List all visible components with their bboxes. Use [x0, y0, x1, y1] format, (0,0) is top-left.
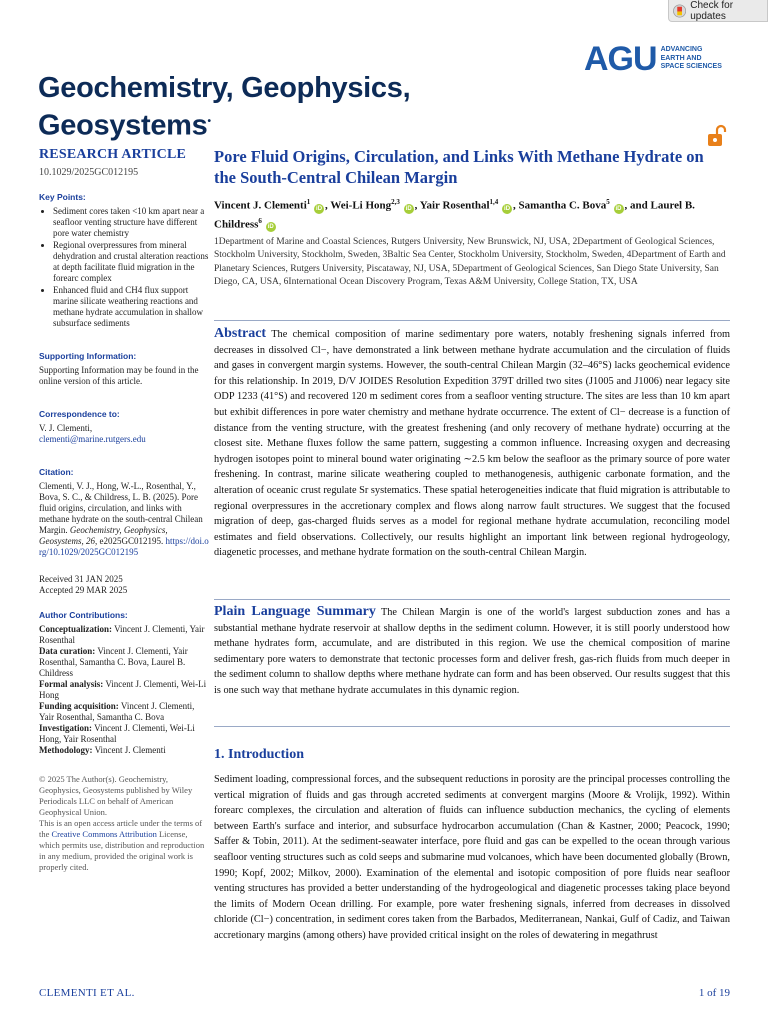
- contribution-item: [39, 624, 209, 646]
- contribution-role: Investigation:: [39, 723, 93, 733]
- agu-logo-tagline: [661, 46, 722, 72]
- license-pre: This is an open access article under the terms of the: [39, 818, 203, 839]
- contributions-list: [39, 624, 209, 756]
- check-for-updates-label: Check for updates: [690, 0, 734, 22]
- abstract-heading: Abstract: [214, 326, 267, 341]
- citation-title: Citation:: [39, 467, 74, 477]
- doi: 10.1029/2025GC012195: [39, 167, 139, 178]
- section-divider: [214, 726, 730, 727]
- citation-text: [39, 481, 209, 558]
- author-list: [214, 195, 734, 232]
- section-divider: [214, 320, 730, 321]
- key-point: • Sediment cores taken <10 km apart near a seafloor venting structure have different pore water chemistry: [53, 206, 209, 239]
- author-separator: , and: [624, 199, 651, 212]
- key-point: • Enhanced fluid and CH4 flux support marine silicate weathering reactions and methane hydrate accumulation in shallow subsurface sediments: [53, 285, 209, 329]
- section-divider: [214, 599, 730, 600]
- author-name: Samantha C. Bova: [518, 199, 607, 212]
- abstract-text: The chemical composition of marine sedimentary pore waters, notably freshening signals inferred from decreases in dissolved Cl−, have demonstrated a link between methane hydrate accumulation and the circulation of fluids and gases in convergent margin systems. However, the south-central Chilean Margin (32–46°S) lacks geochemical evidence for this relationship. In 2019, D/V JOIDES Resolution Expedition 379T drilled two sites (J1005 and J1006) near legacy site ODP 1233 (41°S) and recovered 120 m sediment cores from a seafloor venting structure. The sites are less than 10 km apart but exhibit differences in pore water chemistry and methane hydrate occurrence. The extent of Cl− decrease is a function of distance from the venting structure, with the greatest freshening (and only recovery of methane hydrate) occurring at the closest site. Methane fluxes follow the same pattern, suggesting a common influence. Increasing oxygen and decreasing hydrogen isotopes point to mineral bound water originating ∼2.5 km below the seafloor as the primary source of pore water freshening. In contrast, marine silicate weathering coupled to methanogenesis, authigenic carbonate formation, and the alteration of oceanic crust regulate Sr systematics. These spatial heterogeneities indicate that fluid migration is attributable to regional overpressures in the accretionary complex and flows along narrow fault structures. We suggest that the focused migration of deep, gas-charged fluids serves as a model for regional methane hydrate accumulation, reconciling model estimates and field observations. Collectively, our results highlight an important link between regional hydrogeology, diagenetic processes, and methane hydrate formation on the south-central Chilean Margin.: [214, 329, 730, 559]
- license-post: License, which permits use, distribution and reproduction in any medium, provided the original work is properly cited.: [39, 829, 205, 872]
- citation-journal: Geochemistry, Geophysics, Geosystems, 26,: [39, 525, 168, 546]
- article-type: RESEARCH ARTICLE: [39, 147, 187, 162]
- contribution-role: Funding acquisition:: [39, 701, 119, 711]
- author-affiliation-sup: 2,3: [391, 198, 400, 206]
- agu-logo-mark: AGU: [584, 40, 657, 78]
- contribution-names: Vincent J. Clementi: [94, 745, 166, 755]
- journal-title: [38, 72, 458, 143]
- correspondence-email-link[interactable]: clementi@marine.rutgers.edu: [39, 434, 146, 444]
- contribution-role: Conceptualization:: [39, 624, 112, 634]
- page-number: 1 of 19: [698, 987, 730, 999]
- supporting-info-title: Supporting Information:: [39, 351, 137, 361]
- sidebar: [39, 147, 209, 873]
- article-title: Pore Fluid Origins, Circulation, and Links With Methane Hydrate on the South-Central Chilean Margin: [214, 147, 704, 187]
- author-name: Wei-Li Hong: [330, 199, 392, 212]
- open-access-lock-icon: [706, 124, 728, 148]
- license-text: [39, 818, 209, 873]
- orcid-icon[interactable]: iD: [615, 205, 622, 212]
- author-name: Laurel B. Childress: [214, 199, 695, 231]
- author-affiliation-sup: 1: [306, 198, 311, 206]
- contribution-role: Formal analysis:: [39, 679, 104, 689]
- contribution-item: [39, 701, 209, 723]
- date-accepted: Accepted 29 MAR 2025: [39, 585, 128, 595]
- contribution-role: Data curation:: [39, 646, 96, 656]
- intro-heading: 1. Introduction: [214, 747, 304, 762]
- author-separator: ,: [414, 199, 420, 212]
- orcid-icon[interactable]: iD: [504, 205, 511, 212]
- contribution-item: [39, 745, 209, 756]
- journal-title-line: Geochemistry, Geophysics,: [38, 72, 411, 104]
- plain-language-summary: [214, 604, 730, 699]
- contribution-item: [39, 646, 209, 679]
- copyright-notice: [39, 774, 209, 873]
- pls-heading: Plain Language Summary: [214, 604, 376, 619]
- key-points-title: Key Points:: [39, 192, 86, 202]
- agu-tagline-line: SPACE SCIENCES: [660, 63, 722, 71]
- license-link[interactable]: Creative Commons Attribution: [51, 829, 157, 839]
- key-points-list: [39, 206, 209, 329]
- supporting-info-text: Supporting Information may be found in the online version of this article.: [39, 365, 199, 386]
- orcid-icon[interactable]: iD: [405, 205, 412, 212]
- intro-text: Sediment loading, compressional forces, and the subsequent reductions in porosity are the principal processes controlling the vertical migration of fluids and gas through accreted sediments at convergent margins (Moore & Vrolijk, 1992). Within forearc complexes, the circulation and alteration of fluids can influence subduction mechanics, the cycling of elements between Earth's surface and interior, and subsurface hydrocarbon accumulation (Chan & Kastner, 2000; Peacock, 1990; Saffer & Tobin, 2011). At the sediment-seawater interface, pore fluid and gas can be expelled to the ocean through various seafloor venting structures such as cold seeps and submarine mud volcanoes, which have been documented globally (Brown, 1990; Kopf, 2002; Milkov, 2000). Examination of the elemental and isotopic composition of pore fluids near seafloor venting structures has provided a better understanding of the hydrogeological and diagenetic processes taking place beyond the limits of Modern Ocean drilling. For example, pore water freshening signals, inferred from decreases in dissolved chloride (Cl−) concentration, in sediment cores taken from the Barbados, Mediterranean, Nankai, Gulf of Cadiz, and Taiwan accretionary margins (among others) have provided critical insight on the roles of dewatering in megathrust: [214, 774, 730, 941]
- contribution-names: Vincent J. Clementi, Yair Rosenthal, Samantha C. Bova, Laurel B. Childress: [39, 646, 188, 678]
- author-affiliation-sup: 1,4: [489, 198, 499, 206]
- author-affiliation-sup: 5: [606, 198, 610, 206]
- author-name: Yair Rosenthal: [419, 199, 490, 212]
- orcid-icon[interactable]: iD: [267, 224, 274, 231]
- agu-logo: [584, 42, 722, 76]
- footer-authors: CLEMENTI ET AL.: [39, 987, 135, 999]
- agu-tagline-line: ADVANCING: [660, 46, 703, 54]
- orcid-icon[interactable]: iD: [316, 205, 323, 212]
- citation-body: Clementi, V. J., Hong, W.-L., Rosenthal, Y., Bova, S. C., & Childress, L. B. (2025). Pore fluid origins, circulation, and links with methane hydrate on the south-central Chilean Margin.: [39, 481, 203, 535]
- agu-tagline-line: EARTH AND: [660, 54, 702, 62]
- contribution-names: Vincent J. Clementi, Wei-Li Hong: [39, 679, 207, 700]
- contributions-title: Author Contributions:: [39, 610, 128, 620]
- affiliations: 1Department of Marine and Coastal Sciences, Rutgers University, New Brunswick, NJ, USA, 2Department of Geological Sciences, Stockholm University, Stockholm, Sweden, 3Baltic Sea Center, Stockholm University, Stockholm, Sweden, 4Department of Earth and Planetary Sciences, Rutgers University, Piscataway, NJ, USA, 5Department of Geological Sciences, San Diego State University, San Diego, CA, USA, 6International Ocean Discovery Program, Texas A&M University, College Station, TX, USA: [214, 237, 726, 288]
- author-name: Vincent J. Clementi: [214, 199, 307, 212]
- check-for-updates-button[interactable]: [668, 0, 768, 22]
- dates: [39, 574, 209, 596]
- contribution-names: Vincent J. Clementi, Yair Rosenthal: [39, 624, 205, 645]
- date-received: Received 31 JAN 2025: [39, 574, 123, 584]
- citation-doi-link[interactable]: https://doi.org/10.1029/2025GC012195: [39, 536, 209, 557]
- author-separator: ,: [325, 199, 331, 212]
- copyright-line: © 2025 The Author(s). Geochemistry, Geophysics, Geosystems published by Wiley Periodicals LLC on behalf of American Geophysical Union.: [39, 774, 193, 817]
- abstract: [214, 326, 730, 561]
- journal-title-line2: Geosystems: [38, 109, 208, 142]
- key-point: • Regional overpressures from mineral dehydration and crustal alteration reactions at depth facilitate fluid migration in the forearc complex: [53, 240, 209, 284]
- correspondence-title: Correspondence to:: [39, 409, 120, 419]
- contribution-role: Methodology:: [39, 745, 93, 755]
- correspondence-name: V. J. Clementi,: [39, 423, 93, 433]
- registered-mark: •: [207, 116, 211, 127]
- author-separator: ,: [513, 199, 519, 212]
- contribution-item: [39, 679, 209, 701]
- contribution-names: Vincent J. Clementi, Yair Rosenthal, Samantha C. Bova: [39, 701, 195, 722]
- author-affiliation-sup: 6: [258, 216, 262, 225]
- contribution-names: Vincent J. Clementi, Wei-Li Hong, Yair Rosenthal: [39, 723, 195, 744]
- journal-title-line: [38, 105, 458, 143]
- pls-text: The Chilean Margin is one of the world's largest subduction zones and has a substantial methane hydrate reservoir at shallow depths in the sediment column. However, it is still poorly understood how methane hydrates form, accumulate, and are distributed in this region. We use the chemical composition of marine sedimentary pore waters to demonstrate that tectonic processes form and deliver fresh, gas-rich fluids from much deeper in the sediment column to shallow depths where methane hydrate can form and has been observed. Our results suggest that this is one such way that methane hydrate accumulates in this dynamic region.: [214, 607, 730, 696]
- citation-id: e2025GC012195.: [99, 536, 164, 546]
- crossmark-icon: [673, 4, 686, 18]
- contribution-item: [39, 723, 209, 745]
